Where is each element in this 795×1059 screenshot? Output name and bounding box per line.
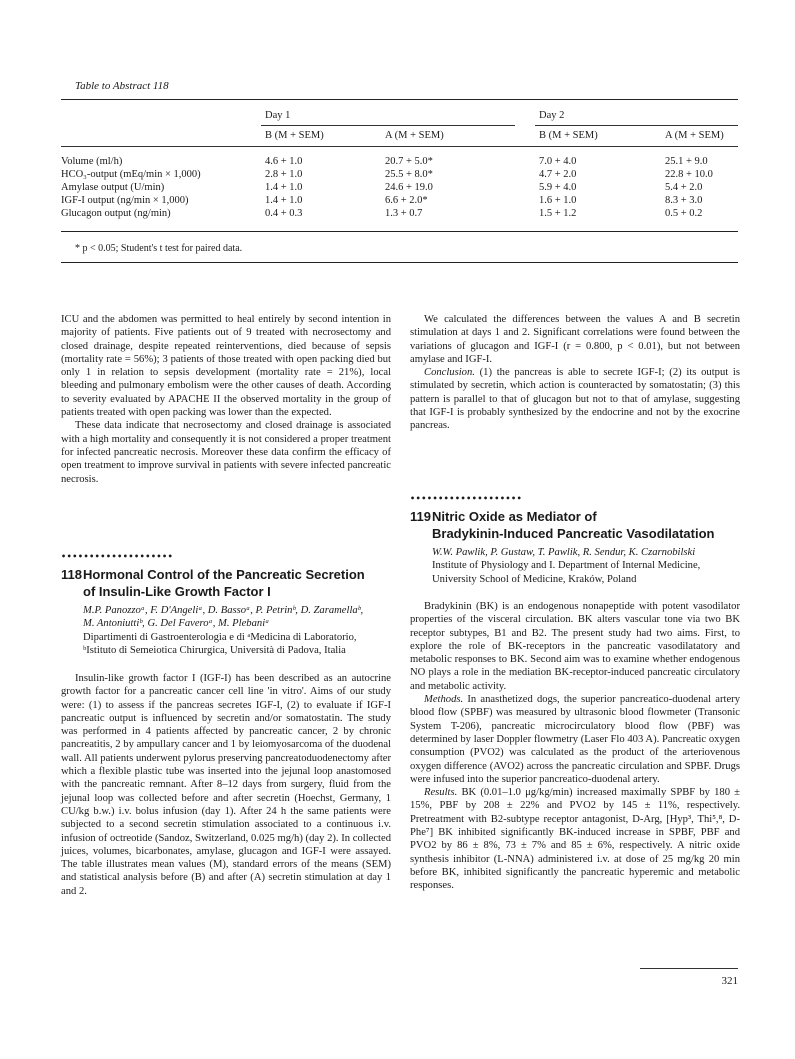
table-cell: 4.7 + 2.0 bbox=[539, 169, 577, 180]
authors: W.W. Pawlik, P. Gustaw, T. Pawlik, R. Sendur, K. Czarnobilski bbox=[432, 547, 696, 558]
table-cell: 0.5 + 0.2 bbox=[665, 208, 703, 219]
affiliation: Dipartimenti di Gastroenterologia e di ᵃMedicina di Laboratorio, bbox=[83, 631, 357, 643]
row-label: Glucagon output (ng/min) bbox=[61, 208, 171, 219]
results-text: BK (0.01–1.0 μg/kg/min) increased maximally SPBF by 180 ± 15%, PBF by 208 ± 22% and PVO2 by 145 ± 11%, respectively. Pretreatment with B2-subtype receptor antagonist, D-Arg, [Hyp³, Thi⁵,⁸, D-Phe⁷] BK inhibited significantly BK-induced increase in SPBF, PBF and PVO2 by 86 ± 8%, 73 ± 7% and 85 ± 6%, respectively. A nitric oxide synthesis inhibitor (L-NNA) administered i.v. at dose of 25 mg/kg 20 min before BK, inhibited significantly the pancreatic hyperemic and metabolic responses. bbox=[410, 787, 740, 892]
paragraph bbox=[410, 693, 740, 786]
paragraph: We calculated the differences between the values A and B secretin stimulation at days 1 and 2. Significant correlations were found between the variations of glucagon and IGF-I (r = 0.800, p < 0.01), but not between amylase and IGF-I. bbox=[410, 314, 740, 365]
page-number-rule bbox=[640, 968, 738, 969]
conclusion-text: (1) the pancreas is able to secrete IGF-I; (2) its output is stimulated by secretin, which action is counteracted by somatostatin; (3) this pattern is parallel to that of glucagon but not to that of amylase, suggesting that IGF-I is probably synthesized by the endocrine and not by the exocrine pancreas. bbox=[410, 367, 740, 432]
section-separator: •••••••••••••••••••• bbox=[61, 552, 174, 561]
title-line: of Insulin-Like Growth Factor I bbox=[83, 584, 271, 599]
paragraph bbox=[410, 786, 740, 892]
table-top-rule bbox=[61, 99, 738, 100]
abstract-118-byline bbox=[61, 604, 396, 657]
table-cell: 0.4 + 0.3 bbox=[265, 208, 303, 219]
title-line: Nitric Oxide as Mediator of bbox=[432, 509, 597, 524]
table-cell: 6.6 + 2.0* bbox=[385, 195, 428, 206]
day1-rule bbox=[261, 125, 515, 126]
affiliation: ᵇIstituto di Semeiotica Chirurgica, Università di Padova, Italia bbox=[83, 644, 346, 656]
table-cell: 7.0 + 4.0 bbox=[539, 156, 577, 167]
left-column-intro bbox=[61, 313, 391, 486]
table-cell: 1.4 + 1.0 bbox=[265, 182, 303, 193]
methods-label: Methods. bbox=[424, 694, 464, 706]
methods-text: In anasthetized dogs, the superior pancreatico-duodenal artery blood flow (SPBF) was measured by ultrasonic blood flowmeter (Transonic System T-206), pancreatic microcirculatory blood flow (PBF) was determined by laser Doppler flowmetry (Laser Flo 403 A). Pancreatic oxygen consumption (PVO2) was calculated as the product of the arteriovenous oxygen difference (AVO2) across the pancreatic circulation and SPBF. Drugs were infused into the superior pancreatico-duodenal artery. bbox=[410, 694, 740, 785]
table-bottom-rule bbox=[61, 231, 738, 232]
table-cell: 20.7 + 5.0* bbox=[385, 156, 433, 167]
table-footnote: * p < 0.05; Student's t test for paired data. bbox=[75, 243, 243, 254]
table-cell: 1.5 + 1.2 bbox=[539, 208, 577, 219]
abstract-118-title bbox=[61, 566, 401, 600]
table-end-rule bbox=[61, 262, 738, 263]
authors: M.P. Panozzoᵃ, F. D'Angeliᵃ, D. Bassoᵃ, P. Petrinᵇ, D. Zaramellaᵇ, bbox=[83, 605, 364, 616]
conclusion-label: Conclusion. bbox=[424, 367, 475, 379]
paragraph: Insulin-like growth factor I (IGF-I) has been described as an autocrine growth factor for a pancreatic cancer cell line 'in vitro'. Aims of our study were: (1) to assess if the pancreas secretes IGF-I, (2) to evaluate if IGF-I pancreatic output is influenced by secretin and/or somatostatin. The study was performed in 4 patients affected by pancreatic cancer, 2 by chronic pancreatitis, 2 by ampullary cancer and 1 by leiomyosarcoma of the duodenal wall. All patients underwent pylorus preserving pancreatoduodenectomy after which a flexible plastic tube was inserted into the jejunal loop anastomosed with the pancreatic remnant. After 8–12 days from surgery, fluid from the jejunal loop was collected before and after secretin (Hoechst, Germany, 1 CU/kg b.w.) i.v. bolus infusion (day 1). After 24 h the same patients were subjected to a second secretin stimulation associated to a continuous i.v. infusion of octreotide (Sandoz, Switzerland, 0.025 mg/h) (day 2). In collected juices, volumes, bicarbonates, amylase, glucagon and IGF-I were assayed. The table illustrates mean values (M), standard errors of the means (SEM) and statistical analysis before (B) and after (A) secretin stimulation at day 1 and 2. bbox=[61, 673, 391, 897]
subheader: A (M + SEM) bbox=[385, 130, 444, 141]
affiliation: Institute of Physiology and I. Department of Internal Medicine, bbox=[432, 560, 701, 572]
right-column-intro bbox=[410, 313, 740, 433]
authors: M. Antoniuttiᵇ, G. Del Faveroᵃ, M. Plebaniᵃ bbox=[83, 618, 270, 630]
table-cell: 25.5 + 8.0* bbox=[385, 169, 433, 180]
abstract-119-byline bbox=[410, 546, 745, 586]
abstract-number: 118 bbox=[61, 567, 82, 582]
paragraph: ICU and the abdomen was permitted to heal entirely by second intention in majority of patients. Five patients out of 9 treated with necrosectomy and closed drainage, despite repeated reinterventions, died because of sepsis (mortality rate = 56%); 3 patients of those treated with open packing died but only 1 in relation to sepsis development (mortality rate = 21%), local bleeding and pulmonary embolism were the other causes of death. According to severity evaluated by APACHE II the observed mortality in the group of patients treated with open packing was lower than the expected. bbox=[61, 314, 391, 419]
results-label: Results. bbox=[424, 787, 458, 799]
abstract-number: 119 bbox=[410, 509, 431, 524]
table-cell: 5.9 + 4.0 bbox=[539, 182, 577, 193]
row-label: Volume (ml/h) bbox=[61, 156, 123, 167]
subheader: B (M + SEM) bbox=[539, 130, 598, 141]
title-line: Hormonal Control of the Pancreatic Secretion bbox=[83, 567, 365, 582]
section-separator: •••••••••••••••••••• bbox=[410, 494, 523, 503]
table-cell: 8.3 + 3.0 bbox=[665, 195, 703, 206]
paragraph: Bradykinin (BK) is an endogenous nonapeptide with potent vasodilator properties of the visceral circulation. BK alters vascular tone via two BK receptor subtypes, B1 and B2. The present study had two aims. First, to explore the role of BK-receptors in the pancreatic vasodilatatory and metabolic responses to BK. Second aim was to examine whether endogenous NO plays a role in the mediation BK-receptor-induced pancreatic circulatory and metabolic activity. bbox=[410, 601, 740, 692]
table-cell: 22.8 + 10.0 bbox=[665, 169, 713, 180]
header-day2: Day 2 bbox=[539, 110, 565, 121]
row-label: Amylase output (U/min) bbox=[61, 182, 165, 193]
table-cell: 2.8 + 1.0 bbox=[265, 169, 303, 180]
table-caption: Table to Abstract 118 bbox=[75, 80, 169, 92]
abstract-119-title bbox=[410, 508, 750, 542]
abstract-119-body bbox=[410, 600, 740, 893]
paragraph bbox=[410, 366, 740, 432]
header-day1: Day 1 bbox=[265, 110, 291, 121]
affiliation: University School of Medicine, Kraków, Poland bbox=[432, 573, 637, 585]
header-rule bbox=[61, 146, 738, 147]
row-label: HCO₃-output (mEq/min × 1,000) bbox=[61, 169, 201, 180]
table-cell: 4.6 + 1.0 bbox=[265, 156, 303, 167]
table-cell: 5.4 + 2.0 bbox=[665, 182, 703, 193]
table-cell: 1.3 + 0.7 bbox=[385, 208, 423, 219]
table-cell: 1.4 + 1.0 bbox=[265, 195, 303, 206]
row-label: IGF-I output (ng/min × 1,000) bbox=[61, 195, 189, 206]
table-cell: 25.1 + 9.0 bbox=[665, 156, 708, 167]
page-number: 321 bbox=[721, 975, 738, 987]
table-cell: 24.6 + 19.0 bbox=[385, 182, 433, 193]
table-cell: 1.6 + 1.0 bbox=[539, 195, 577, 206]
subheader: B (M + SEM) bbox=[265, 130, 324, 141]
day2-rule bbox=[535, 125, 738, 126]
subheader: A (M + SEM) bbox=[665, 130, 724, 141]
title-line: Bradykinin-Induced Pancreatic Vasodilatation bbox=[432, 526, 715, 541]
paragraph: These data indicate that necrosectomy and closed drainage is associated with a high mortality and consequently it is not considered a proper treatment for infected pancreatic necrosis. Moreover these data confirm the efficacy of open treatment to improve survival in patients with severe infected pancreatic necrosis. bbox=[61, 420, 391, 485]
abstract-118-body bbox=[61, 672, 391, 898]
